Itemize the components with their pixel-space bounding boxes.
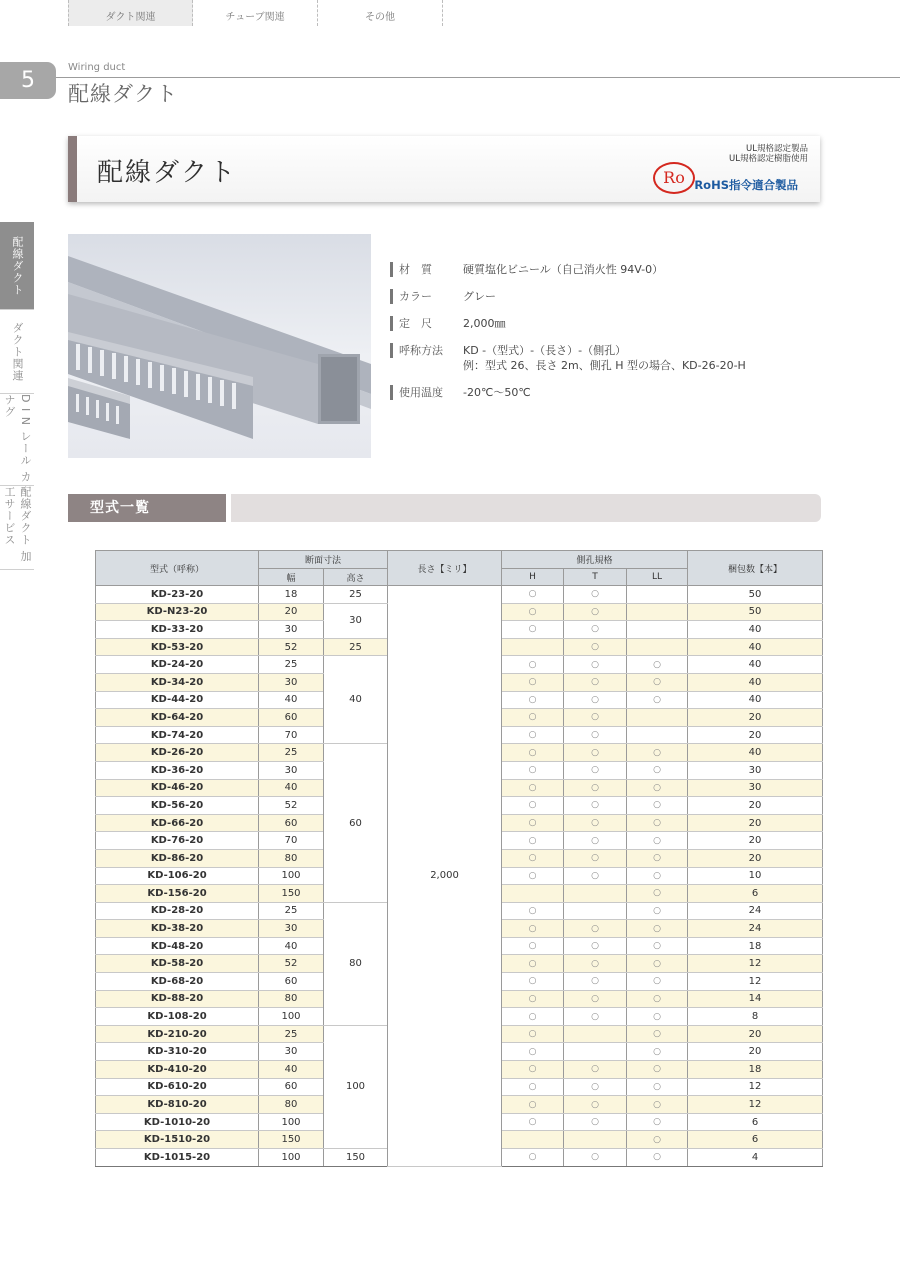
cell-pack: 20 [688,814,823,832]
cell-pack: 10 [688,867,823,885]
cell-h: ○ [502,761,564,779]
cell-width: 30 [259,673,324,691]
cell-model: KD-53-20 [96,638,259,656]
cell-pack: 4 [688,1149,823,1167]
cell-width: 30 [259,1043,324,1061]
cell-t: ○ [564,673,627,691]
spec-row-color [390,289,746,304]
top-tabs [68,0,443,26]
side-nav-item-processing[interactable] [0,486,34,570]
cell-height: 30 [324,603,388,638]
cell-model: KD-33-20 [96,621,259,639]
header-side-holes: 側孔規格 [502,551,688,569]
cell-t: ○ [564,1008,627,1026]
cell-width: 100 [259,1149,324,1167]
cell-pack: 18 [688,937,823,955]
cell-ll: ○ [627,849,688,867]
cell-width: 30 [259,621,324,639]
cell-t: ○ [564,691,627,709]
cell-h: ○ [502,586,564,604]
cell-t: ○ [564,955,627,973]
cell-t: ○ [564,1061,627,1079]
cell-width: 25 [259,744,324,762]
cell-t [564,1131,627,1149]
cell-width: 150 [259,885,324,903]
cell-ll [627,621,688,639]
cell-width: 40 [259,691,324,709]
cell-h: ○ [502,1061,564,1079]
cell-pack: 20 [688,1025,823,1043]
spec-label: 呼称方法 [390,343,463,358]
cell-ll: ○ [627,990,688,1008]
cell-h: ○ [502,656,564,674]
cell-h: ○ [502,937,564,955]
cell-ll: ○ [627,814,688,832]
cell-h: ○ [502,973,564,991]
spec-row-temperature [390,385,746,400]
cell-h: ○ [502,797,564,815]
cell-pack: 20 [688,849,823,867]
header-model: 型式（呼称） [96,551,259,586]
spec-value: グレー [463,290,496,303]
cell-pack: 30 [688,761,823,779]
spec-row-material [390,262,746,277]
cell-h [502,1131,564,1149]
cell-ll: ○ [627,937,688,955]
cell-width: 60 [259,1078,324,1096]
cell-pack: 50 [688,586,823,604]
cell-t: ○ [564,814,627,832]
ro-mark-icon: Ro [653,162,695,194]
cell-model: KD-24-20 [96,656,259,674]
cell-width: 70 [259,726,324,744]
cell-model: KD-28-20 [96,902,259,920]
spec-label: 定 尺 [390,316,463,331]
spec-value: 2,000㎜ [463,317,506,330]
cell-t: ○ [564,761,627,779]
cell-t: ○ [564,1096,627,1114]
cell-width: 100 [259,867,324,885]
cell-t: ○ [564,973,627,991]
cell-length: 2,000 [388,586,502,1167]
cell-model: KD-56-20 [96,797,259,815]
side-nav-item-wiring-duct[interactable] [0,222,34,310]
cell-model: KD-310-20 [96,1043,259,1061]
cell-h: ○ [502,1149,564,1167]
cell-h: ○ [502,920,564,938]
cell-pack: 12 [688,955,823,973]
cell-ll: ○ [627,920,688,938]
cell-width: 60 [259,814,324,832]
cell-h: ○ [502,1078,564,1096]
cell-width: 25 [259,656,324,674]
cell-width: 60 [259,709,324,727]
cell-pack: 20 [688,797,823,815]
cell-ll: ○ [627,1043,688,1061]
cell-t: ○ [564,832,627,850]
cell-height: 80 [324,902,388,1025]
cell-ll: ○ [627,973,688,991]
cell-model: KD-46-20 [96,779,259,797]
cell-width: 40 [259,779,324,797]
header-length: 長さ【ミリ】 [388,551,502,586]
spec-value [463,343,746,373]
cell-width: 100 [259,1008,324,1026]
cell-width: 70 [259,832,324,850]
cell-pack: 40 [688,638,823,656]
cell-t: ○ [564,920,627,938]
cell-t: ○ [564,1113,627,1131]
cell-height: 40 [324,656,388,744]
cell-pack: 50 [688,603,823,621]
cell-pack: 40 [688,744,823,762]
top-tab-tube[interactable]: チューブ関連 [193,0,318,26]
header-height: 高さ [324,569,388,586]
spec-row-naming [390,343,746,373]
cell-pack: 6 [688,885,823,903]
cell-h: ○ [502,779,564,797]
cell-h: ○ [502,1096,564,1114]
cell-h: ○ [502,849,564,867]
cell-h: ○ [502,902,564,920]
top-tab-other[interactable]: その他 [318,0,443,26]
cell-ll: ○ [627,1061,688,1079]
spec-value: 硬質塩化ビニール（自己消火性 94V-0） [463,263,664,276]
cell-ll [627,709,688,727]
cell-pack: 40 [688,691,823,709]
cell-ll: ○ [627,832,688,850]
cell-width: 150 [259,1131,324,1149]
rohs-label: RoHS指令適合製品 [694,178,798,192]
cell-pack: 20 [688,1043,823,1061]
cell-model: KD-26-20 [96,744,259,762]
chapter-en-title: Wiring duct [68,62,126,73]
cell-width: 80 [259,990,324,1008]
cell-ll: ○ [627,656,688,674]
cell-ll: ○ [627,1096,688,1114]
cell-ll: ○ [627,744,688,762]
cell-model: KD-156-20 [96,885,259,903]
cell-h [502,885,564,903]
cell-ll: ○ [627,1008,688,1026]
title-banner [68,136,820,202]
cell-t: ○ [564,638,627,656]
cell-model: KD-23-20 [96,586,259,604]
header-pack: 梱包数【本】 [688,551,823,586]
cell-width: 30 [259,761,324,779]
ul-certified-label: UL規格認定製品 [746,144,808,154]
cell-t [564,902,627,920]
cell-ll: ○ [627,955,688,973]
cell-pack: 40 [688,621,823,639]
table-row [96,586,823,604]
spec-list [390,262,746,412]
cell-t: ○ [564,990,627,1008]
section-bar [231,494,821,522]
cell-model: KD-48-20 [96,937,259,955]
cell-width: 60 [259,973,324,991]
cell-model: KD-88-20 [96,990,259,1008]
cell-h: ○ [502,1008,564,1026]
cell-t: ○ [564,726,627,744]
cell-width: 80 [259,1096,324,1114]
cell-t: ○ [564,797,627,815]
cell-model: KD-68-20 [96,973,259,991]
cell-pack: 20 [688,832,823,850]
cell-pack: 18 [688,1061,823,1079]
cell-height: 25 [324,638,388,656]
cell-model: KD-58-20 [96,955,259,973]
naming-format: KD -（型式）-（長さ）-（側孔） [463,344,627,357]
cell-pack: 24 [688,920,823,938]
cell-model: KD-74-20 [96,726,259,744]
cell-model: KD-N23-20 [96,603,259,621]
section-title: 型式一覧 [68,494,226,522]
cell-model: KD-64-20 [96,709,259,727]
spec-label: 材 質 [390,262,463,277]
cell-h: ○ [502,1025,564,1043]
ul-resin-label: UL規格認定樹脂使用 [729,154,808,164]
cell-model: KD-1510-20 [96,1131,259,1149]
cell-model: KD-1010-20 [96,1113,259,1131]
cell-ll: ○ [627,885,688,903]
cell-pack: 40 [688,673,823,691]
cell-h: ○ [502,726,564,744]
cell-model: KD-66-20 [96,814,259,832]
cell-model: KD-34-20 [96,673,259,691]
cell-t: ○ [564,1078,627,1096]
naming-example: 例：型式 26、長さ 2m、側孔 H 型の場合、KD-26-20-H [463,359,746,372]
cell-h [502,638,564,656]
cell-ll: ○ [627,761,688,779]
cell-h: ○ [502,673,564,691]
cell-t: ○ [564,603,627,621]
cell-pack: 6 [688,1113,823,1131]
cell-t: ○ [564,744,627,762]
cell-pack: 8 [688,1008,823,1026]
cell-ll: ○ [627,902,688,920]
cell-height: 150 [324,1149,388,1167]
cell-width: 30 [259,920,324,938]
cell-h: ○ [502,1113,564,1131]
cell-model: KD-38-20 [96,920,259,938]
cell-ll: ○ [627,797,688,815]
cell-h: ○ [502,621,564,639]
cell-pack: 14 [688,990,823,1008]
cell-h: ○ [502,867,564,885]
banner-title: 配線ダクト [97,158,238,188]
header-width: 幅 [259,569,324,586]
cell-width: 18 [259,586,324,604]
cell-model: KD-810-20 [96,1096,259,1114]
cell-t: ○ [564,656,627,674]
cell-model: KD-610-20 [96,1078,259,1096]
product-photo [68,234,371,458]
cell-pack: 30 [688,779,823,797]
side-nav [0,222,34,570]
cell-t: ○ [564,621,627,639]
cell-h: ○ [502,603,564,621]
cell-width: 25 [259,902,324,920]
cell-model: KD-410-20 [96,1061,259,1079]
spec-label: カラー [390,289,463,304]
cell-h: ○ [502,832,564,850]
cell-h: ○ [502,709,564,727]
cell-pack: 20 [688,726,823,744]
cell-model: KD-210-20 [96,1025,259,1043]
cell-model: KD-106-20 [96,867,259,885]
cell-model: KD-76-20 [96,832,259,850]
header-t: T [564,569,627,586]
cell-width: 52 [259,955,324,973]
spec-value: -20℃〜50℃ [463,386,531,399]
table-body [96,586,823,1167]
cell-model: KD-108-20 [96,1008,259,1026]
cell-width: 80 [259,849,324,867]
cell-t: ○ [564,1149,627,1167]
cell-pack: 40 [688,656,823,674]
cell-pack: 6 [688,1131,823,1149]
cell-model: KD-86-20 [96,849,259,867]
cell-h: ○ [502,990,564,1008]
cell-ll: ○ [627,1025,688,1043]
cell-ll: ○ [627,1113,688,1131]
cell-ll: ○ [627,1131,688,1149]
cell-t: ○ [564,779,627,797]
cell-h: ○ [502,744,564,762]
cell-ll: ○ [627,1078,688,1096]
chapter-jp-title: 配線ダクト [68,82,178,106]
cell-width: 40 [259,937,324,955]
cell-t: ○ [564,709,627,727]
header-ll: LL [627,569,688,586]
cell-h: ○ [502,955,564,973]
cell-pack: 20 [688,709,823,727]
cell-pack: 12 [688,1096,823,1114]
top-tab-duct[interactable]: ダクト関連 [68,0,193,26]
cell-ll: ○ [627,1149,688,1167]
cell-model: KD-36-20 [96,761,259,779]
cell-height: 25 [324,586,388,604]
cell-pack: 12 [688,973,823,991]
model-table [95,550,823,1167]
cell-t: ○ [564,867,627,885]
cell-t [564,1025,627,1043]
cell-ll [627,586,688,604]
cell-t: ○ [564,937,627,955]
cell-ll: ○ [627,779,688,797]
cell-h: ○ [502,691,564,709]
wiring-duct-illustration [68,234,371,458]
cell-ll: ○ [627,691,688,709]
cell-ll: ○ [627,673,688,691]
side-nav-label: 配線ダクト [11,235,24,296]
side-nav-item-duct-related[interactable] [0,310,34,394]
cell-t: ○ [564,849,627,867]
cell-height: 100 [324,1025,388,1148]
spec-label: 使用温度 [390,385,463,400]
cell-pack: 12 [688,1078,823,1096]
header-cross-section: 断面寸法 [259,551,388,569]
cell-width: 20 [259,603,324,621]
cell-pack: 24 [688,902,823,920]
cell-model: KD-44-20 [96,691,259,709]
chapter-divider [56,77,900,78]
cell-width: 40 [259,1061,324,1079]
spec-row-length [390,316,746,331]
side-nav-label: ダクト関連 [11,321,24,382]
cell-t [564,885,627,903]
side-nav-label: D I N レール カナグ [3,394,32,483]
header-h: H [502,569,564,586]
cell-width: 100 [259,1113,324,1131]
cell-ll [627,638,688,656]
cell-height: 60 [324,744,388,902]
cell-width: 52 [259,797,324,815]
cell-model: KD-1015-20 [96,1149,259,1167]
cell-ll: ○ [627,867,688,885]
cell-width: 52 [259,638,324,656]
cell-ll [627,726,688,744]
cell-t [564,1043,627,1061]
chapter-number: 5 [0,62,56,99]
cell-ll [627,603,688,621]
cell-t: ○ [564,586,627,604]
side-nav-item-din-rail[interactable] [0,394,34,486]
cell-h: ○ [502,814,564,832]
cell-h: ○ [502,1043,564,1061]
cell-width: 25 [259,1025,324,1043]
side-nav-label: 配線ダクト 加工サービス [3,486,32,563]
